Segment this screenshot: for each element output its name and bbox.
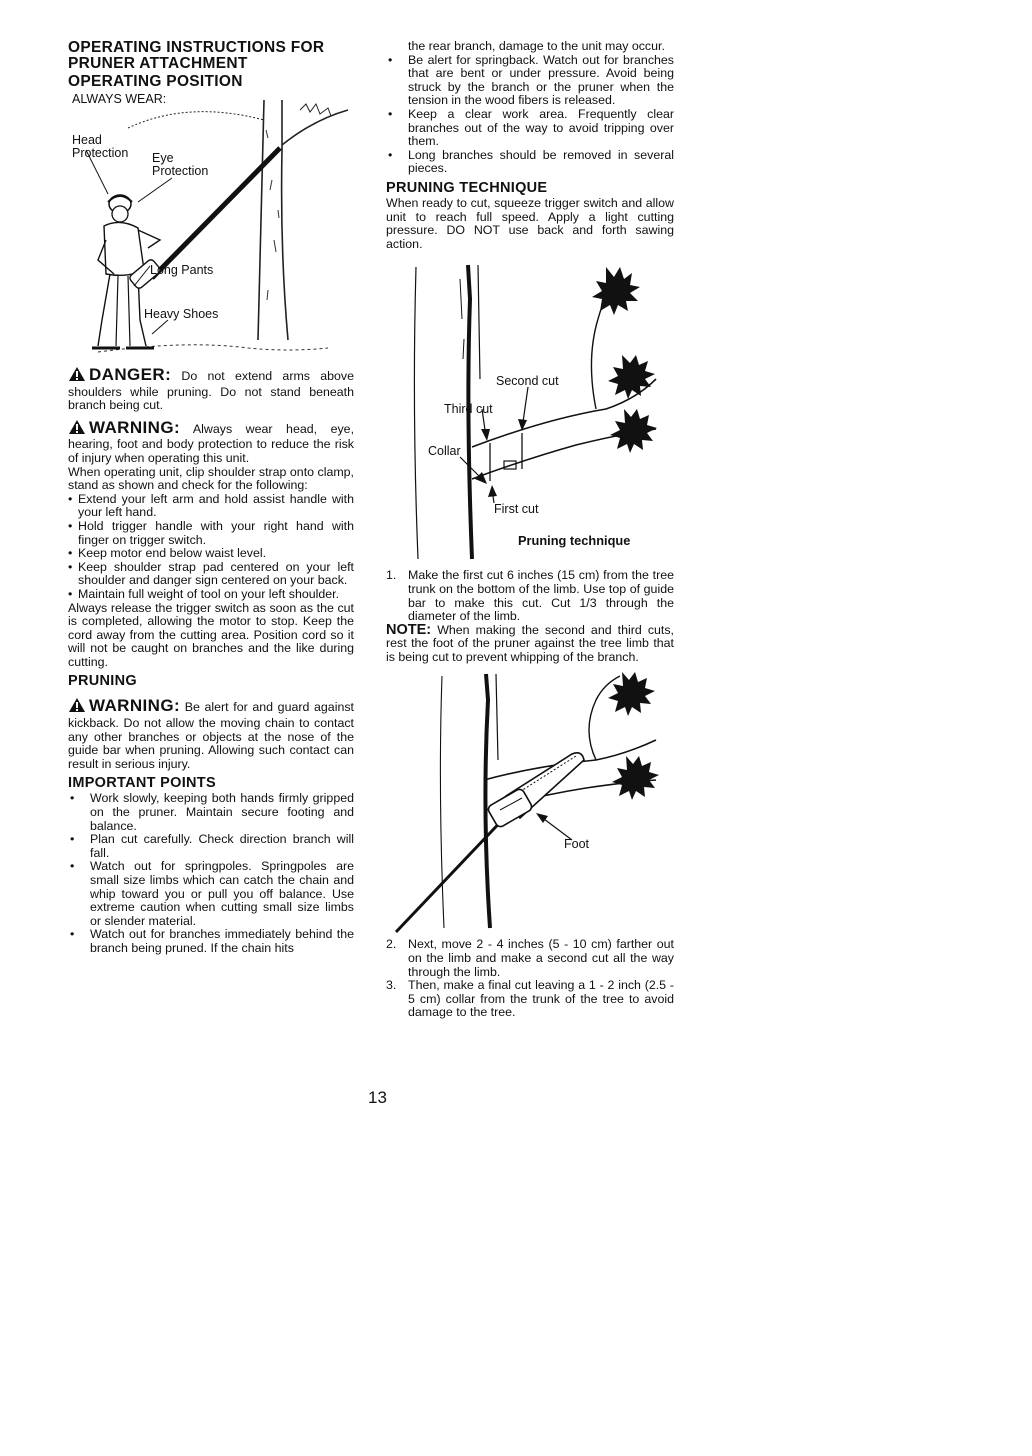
step-text: Next, move 2 - 4 inches (5 - 10 cm) farther out on the limb and make a second cut all the way through the limb. [408, 937, 674, 979]
danger-block [68, 366, 354, 413]
danger-text: Do not extend arms above shoulders while pruning. Do not stand beneath branch being cut. [68, 369, 354, 413]
list-item [386, 938, 674, 979]
warning-triangle-icon [68, 419, 86, 439]
warning-block-protection [68, 419, 354, 670]
left-column [68, 40, 354, 956]
operator-illustration [68, 90, 354, 366]
warning-head-1: WARNING: [89, 417, 181, 437]
third-cut-label: Third cut [444, 402, 493, 417]
eye-protection-label-1: Eye [152, 151, 174, 165]
note-head: NOTE: [386, 621, 432, 638]
important-points-heading: IMPORTANT POINTS [68, 775, 216, 792]
list-item: • Watch out for springpoles. Springpoles are small size limbs which can catch the chain and whip toward you or pull you off balance. Use extreme caution when cutting small size limbs or slender material. [68, 860, 354, 928]
important-points-list [68, 792, 354, 955]
list-item: • Extend your left arm and hold assist handle with your left hand. [68, 493, 354, 520]
list-item [386, 569, 674, 623]
foot-label: Foot [564, 837, 590, 852]
pruning-cuts-illustration [386, 259, 674, 565]
warning-head-2: WARNING: [89, 696, 181, 716]
warning-text-2: Be alert for and guard against kickback. Do not allow the moving chain to contact any other branches or objects at the nose of the guide bar when pruning. Allowing such contact can result in serious injury. [68, 700, 354, 771]
list-item: • Maintain full weight of tool on your left shoulder. [68, 588, 354, 602]
pruner-foot-illustration [386, 670, 674, 934]
note-text: When making the second and third cuts, rest the foot of the pruner against the tree limb that is being cut to prevent whipping of the branch. [386, 622, 675, 664]
list-item: • Work slowly, keeping both hands firmly gripped on the pruner. Maintain secure footing and balance. [68, 792, 354, 833]
operating-position-figure [68, 90, 354, 366]
list-item: • Keep a clear work area. Frequently clear branches out of the way to avoid tripping over them. [386, 108, 674, 149]
list-item: • Long branches should be removed in several pieces. [386, 149, 674, 176]
operating-position-heading: OPERATING POSITION [68, 73, 243, 90]
step-text: Make the first cut 6 inches (15 cm) from the tree trunk on the bottom of the limb. Use top of guide bar to make this cut. Cut 1/3 through the diameter of the limb. [408, 568, 674, 624]
step-number: 3. [386, 978, 397, 993]
collar-label: Collar [428, 444, 461, 459]
step-text: Then, make a final cut leaving a 1 - 2 inch (2.5 - 5 cm) collar from the trunk of the tree to avoid damage to the tree. [408, 978, 674, 1020]
list-item: • Plan cut carefully. Check direction branch will fall. [68, 833, 354, 860]
list-item: • Be alert for springback. Watch out for branches that are bent or under pressure. Avoid being struck by the branch or the pruner when the tension in the wood fibers is released. [386, 54, 674, 108]
long-pants-label: Long Pants [150, 263, 214, 277]
note-para [386, 621, 675, 665]
right-column [386, 40, 674, 1020]
section-title-line2: PRUNER ATTACHMENT [68, 55, 248, 72]
figure-caption: Pruning technique [518, 533, 631, 549]
steps-list-1 [386, 569, 674, 623]
pruning-technique-figure [386, 259, 674, 565]
step-number: 2. [386, 937, 397, 952]
steps-list-2 [386, 938, 674, 1020]
danger-head: DANGER: [89, 365, 172, 384]
continued-text: the rear branch, damage to the unit may occur. [408, 39, 665, 53]
foot-figure [386, 670, 674, 934]
second-cut-label: Second cut [496, 374, 559, 389]
list-item: • Keep motor end below waist level. [68, 547, 354, 561]
first-cut-label: First cut [494, 502, 539, 517]
head-protection-label-2: Protection [72, 146, 129, 160]
warning-text-1: Always wear head, eye, hearing, foot and body protection to reduce the risk of injury when operating this unit. [68, 421, 355, 465]
pruning-technique-heading: PRUNING TECHNIQUE [386, 179, 548, 196]
page-number: 13 [368, 1088, 387, 1107]
warning-block-kickback [68, 697, 354, 771]
pruning-heading: PRUNING [68, 673, 137, 690]
list-item: • Hold trigger handle with your right hand with finger on trigger switch. [68, 520, 354, 547]
eye-protection-label-2: Protection [152, 164, 209, 178]
operating-checklist [68, 493, 354, 602]
list-item: • Keep shoulder strap pad centered on your left shoulder and danger sign centered on your back. [68, 561, 354, 588]
step-number: 1. [386, 568, 397, 583]
operating-para: When operating unit, clip shoulder strap onto clamp, stand as shown and check for the following: [68, 464, 354, 493]
always-wear-label: ALWAYS WEAR: [72, 92, 167, 106]
release-trigger-para: Always release the trigger switch as soon as the cut is completed, allowing the motor to stop. Keep the cord away from the cutting area. Position cord so it will not be caught on branches and the like during cutting. [68, 600, 354, 669]
heavy-shoes-label: Heavy Shoes [144, 307, 219, 321]
right-points-list [386, 54, 674, 176]
warning-triangle-icon [68, 697, 86, 717]
pruning-technique-text: When ready to cut, squeeze trigger switch and allow unit to reach full speed. Apply a light cutting pressure. DO NOT use back and forth sawing action. [386, 195, 674, 251]
head-protection-label-1: Head [72, 133, 102, 147]
list-item [386, 979, 674, 1020]
section-title-line1: OPERATING INSTRUCTIONS FOR [68, 39, 325, 56]
list-item: • Watch out for branches immediately behind the branch being pruned. If the chain hits [68, 928, 354, 955]
danger-triangle-icon [68, 366, 86, 386]
